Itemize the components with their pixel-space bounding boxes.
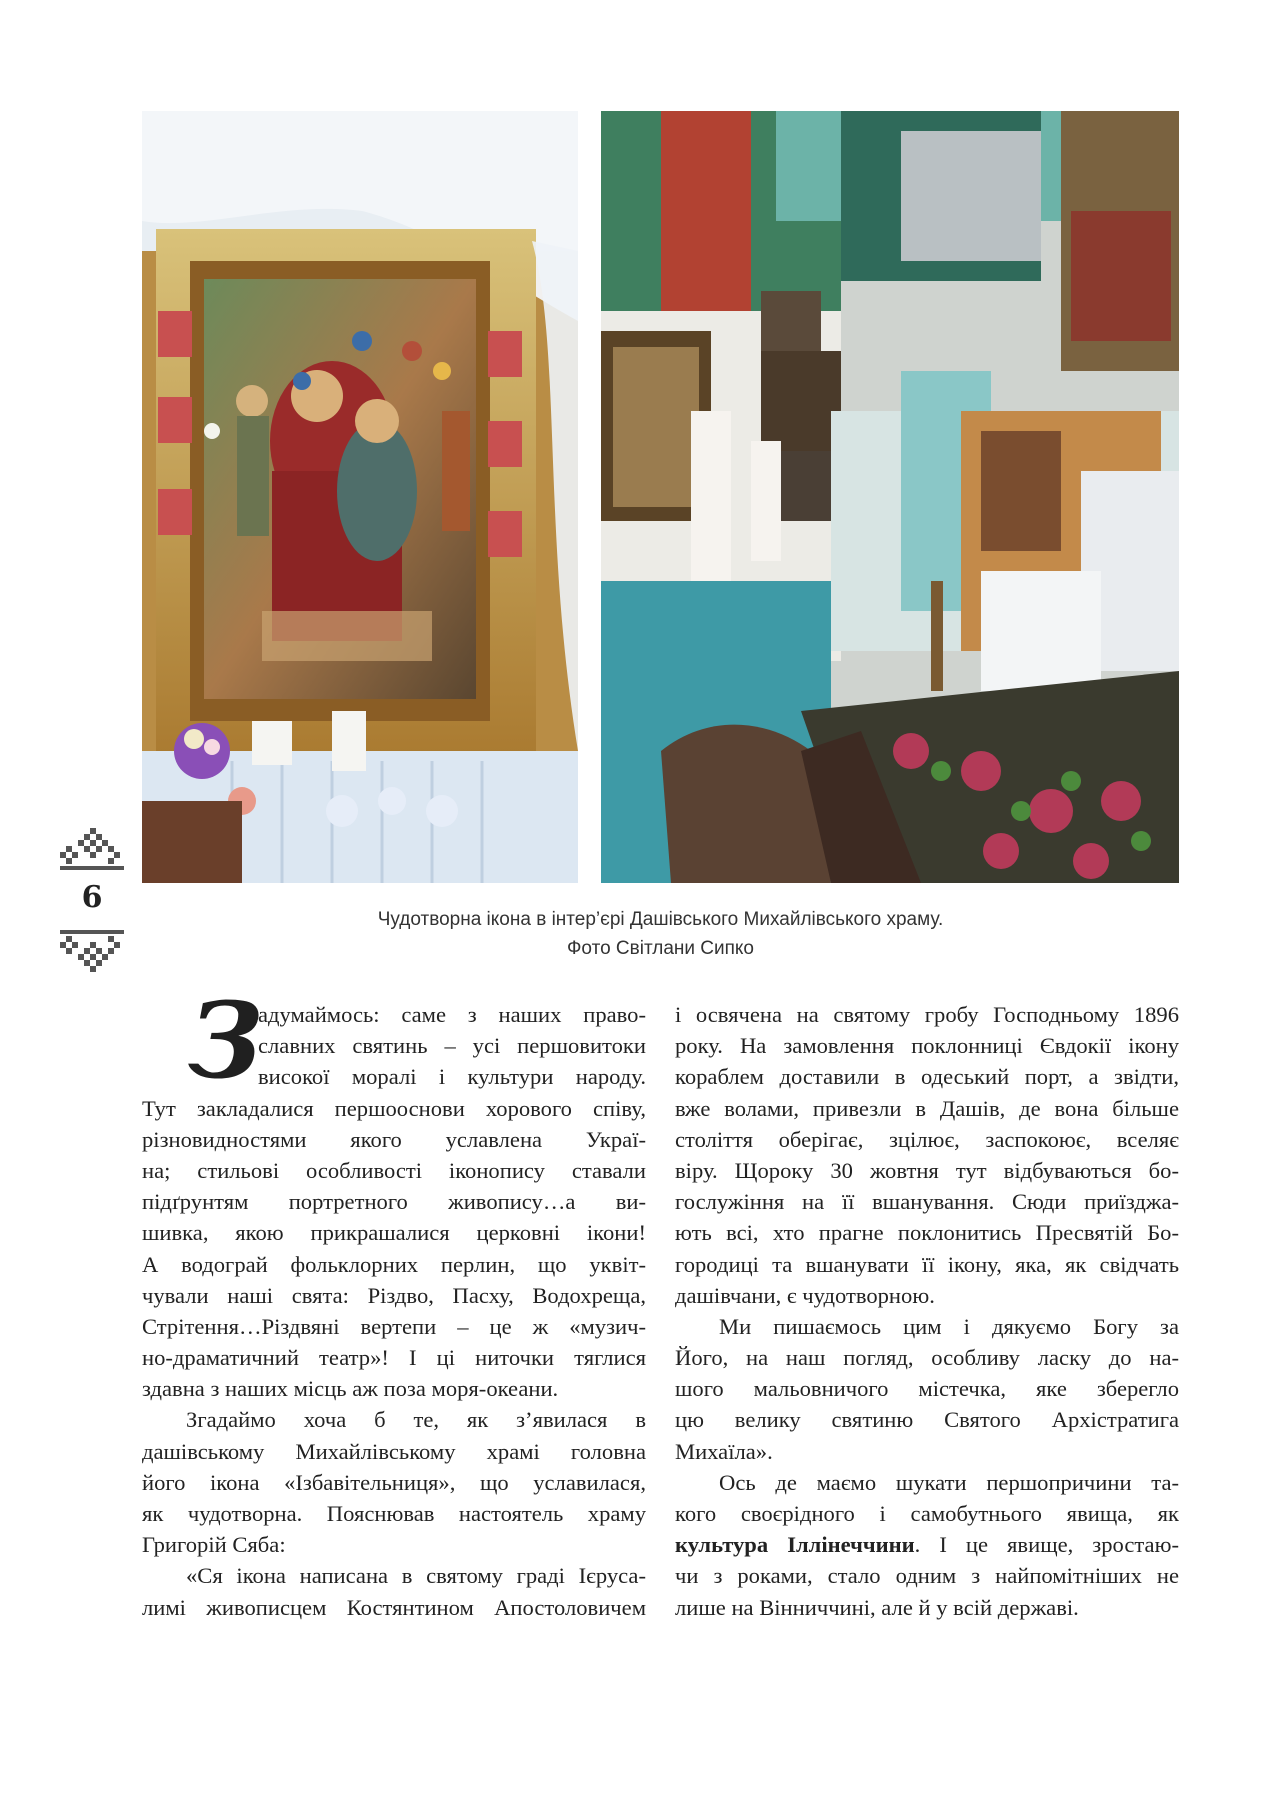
text-line: кого своєрідного і самобутнього явища, як xyxy=(675,1501,1179,1526)
text-line: Згадаймо хоча б те, як з’явилася в xyxy=(186,1407,646,1433)
text-line: А водограй фольклорних перлин, що уквіт- xyxy=(142,1251,646,1277)
folk-ornament-icon xyxy=(60,928,124,972)
text-line: «Ся ікона написана в святому граді Ієруса- xyxy=(186,1563,646,1589)
text-line: Ми пишаємось цим і дякуємо Богу за xyxy=(719,1313,1179,1339)
bold-term: культура Іллінеччини xyxy=(675,1532,915,1558)
text-line: Михаїла». xyxy=(675,1438,773,1464)
text-line: славних святинь – усі першовитоки xyxy=(258,1033,646,1059)
text-line: його ікона «Ізбавітельниця», що уславилася, xyxy=(142,1469,646,1495)
text-line: чи з роками, стало одним з найпомітніших не xyxy=(675,1563,1179,1589)
text-line: лише на Вінниччині, але й у всій державі. xyxy=(675,1594,1079,1620)
text-line: різновидностями якого уславлена Украї- xyxy=(142,1126,646,1152)
text-line: но-драматичний театр»! І ці ниточки тяглися xyxy=(142,1345,646,1371)
icon-photo-image xyxy=(142,111,578,883)
text-line: гослужіння на її вшанування. Сюди приїзджа- xyxy=(675,1189,1179,1215)
opening-paragraph xyxy=(142,979,646,1102)
article-column-left xyxy=(142,979,646,1623)
text-line: вже волами, привезли в Дашів, де вона більше xyxy=(675,1095,1179,1121)
text-line: Його, на наш погляд, особливу ласку до на- xyxy=(675,1345,1179,1371)
text-line: шого мальовничого містечка, яке зберегло xyxy=(675,1376,1179,1402)
text-line: шивка, якою прикрашалися церковні ікони! xyxy=(142,1220,646,1246)
article-column-right xyxy=(675,999,1179,1623)
text-line: Григорій Сяба: xyxy=(142,1532,286,1558)
church-interior-photo xyxy=(601,111,1179,883)
icon-photo xyxy=(142,111,578,883)
text-line: століття оберігає, зцілює, заспокоює, вселяє xyxy=(675,1126,1179,1152)
text-line: цю велику святиню Святого Архістратига xyxy=(675,1407,1179,1433)
page-number: 6 xyxy=(81,880,103,915)
folk-ornament-icon xyxy=(60,828,124,872)
text-line: як чудотворна. Пояснював настоятель храму xyxy=(142,1501,646,1526)
text-line: підґрунтям портретного живопису…а ви- xyxy=(142,1189,646,1215)
photo-caption xyxy=(142,905,1179,963)
text-line xyxy=(675,1529,1179,1560)
church-interior-image xyxy=(601,111,1179,883)
text-line: на; стильові особливості іконопису ставали xyxy=(142,1157,646,1183)
text-line: дашівчани, є чудотворною. xyxy=(675,1282,935,1308)
text-line: Стрітення…Різдвяні вертепи – це ж «музич- xyxy=(142,1313,646,1339)
text-line: адумаймось: саме з наших право- xyxy=(258,1002,646,1027)
drop-cap: З xyxy=(188,979,264,1102)
text-line: року. На замовлення поклонниці Євдокії ікону xyxy=(675,1033,1179,1059)
caption-line-1: Чудотворна ікона в інтер’єрі Дашівського Михайлівського храму. xyxy=(377,909,944,930)
text-line: здавна з наших місць аж поза моря-океани. xyxy=(142,1376,559,1402)
text-fragment: . І це явище, зростаю- xyxy=(914,1532,1179,1558)
text-line: Тут закладалися першооснови хорового співу, xyxy=(142,1095,646,1121)
text-line: чували наші свята: Різдво, Пасху, Водохреща, xyxy=(142,1282,646,1308)
text-line: високої моралі і культури народу. xyxy=(258,1064,646,1090)
text-line: віру. Щороку 30 жовтня тут відбуваються бо- xyxy=(675,1157,1179,1183)
text-line: городиці та вшанувати її ікону, яка, як свідчать xyxy=(675,1251,1179,1277)
text-line: кораблем доставили в одеський порт, а звідти, xyxy=(675,1064,1179,1090)
caption-line-2: Фото Світлани Сипко xyxy=(566,938,754,959)
text-line: лимі живописцем Костянтином Апостоловичем xyxy=(142,1594,646,1620)
text-line: і освячена на святому гробу Господньому 1896 xyxy=(675,1002,1179,1027)
text-line: ють всі, хто прагне поклонитись Пресвятій Бо- xyxy=(675,1220,1179,1246)
text-line: дашівському Михайлівському храмі головна xyxy=(142,1438,646,1464)
text-line: Ось де маємо шукати першопричини та- xyxy=(719,1469,1179,1495)
